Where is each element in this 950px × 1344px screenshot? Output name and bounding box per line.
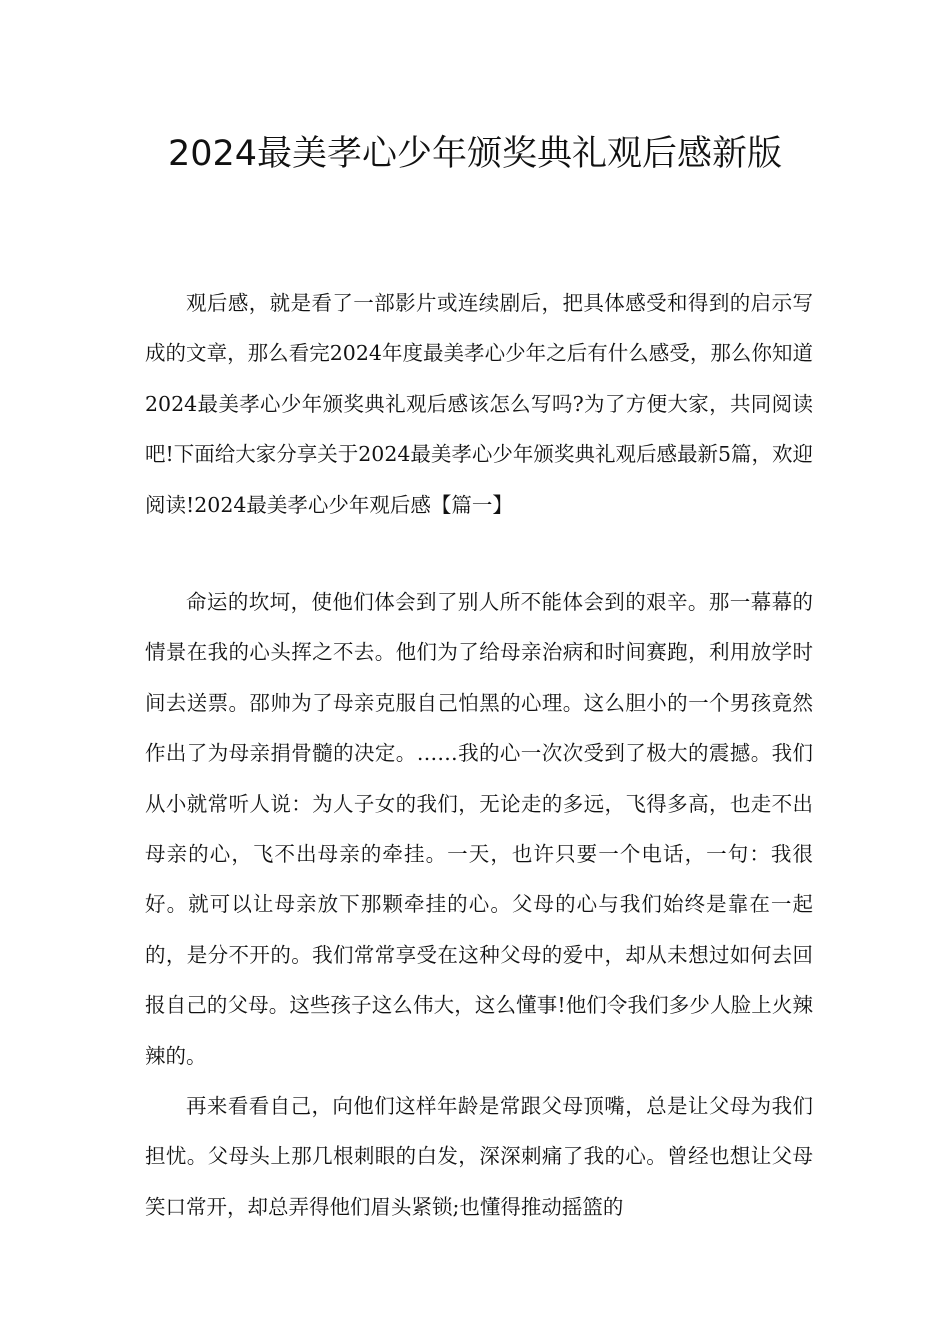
intro-paragraph: 观后感，就是看了一部影片或连续剧后，把具体感受和得到的启示写成的文章，那么看完2024年度最美孝心少年之后有什么感受，那么你知道2024最美孝心少年颁奖典礼观后感该怎么写吗?为了方便大家，共同阅读吧!下面给大家分享关于2024最美孝心少年颁奖典礼观后感最新5篇，欢迎阅读!2024最美孝心少年观后感【篇一】 [145, 291, 813, 517]
document-title: 2024最美孝心少年颁奖典礼观后感新版 [167, 134, 783, 174]
body-paragraph-1: 命运的坎坷，使他们体会到了别人所不能体会到的艰辛。那一幕幕的情景在我的心头挥之不去。他们为了给母亲治病和时间赛跑，利用放学时间去送票。邵帅为了母亲克服自己怕黑的心理。这么胆小的一个男孩竟然作出了为母亲捐骨髓的决定。……我的心一次次受到了极大的震撼。我们从小就常听人说：为人子女的我们，无论走的多远，飞得多高，也走不出母亲的心，飞不出母亲的牵挂。一天，也许只要一个电话，一句：我很好。就可以让母亲放下那颗牵挂的心。父母的心与我们始终是靠在一起的，是分不开的。我们常常享受在这种父母的爱中，却从未想过如何去回报自己的父母。这些孩子这么伟大，这么懂事!他们令我们多少人脸上火辣辣的。 [145, 590, 813, 1068]
intro-section [145, 278, 813, 530]
section-one [145, 577, 813, 1232]
body-paragraph-2: 再来看看自己，向他们这样年龄是常跟父母顶嘴，总是让父母为我们担忧。父母头上那几根刺眼的白发，深深刺痛了我的心。曾经也想让父母笑口常开，却总弄得他们眉头紧锁;也懂得推动摇篮的 [145, 1094, 813, 1219]
